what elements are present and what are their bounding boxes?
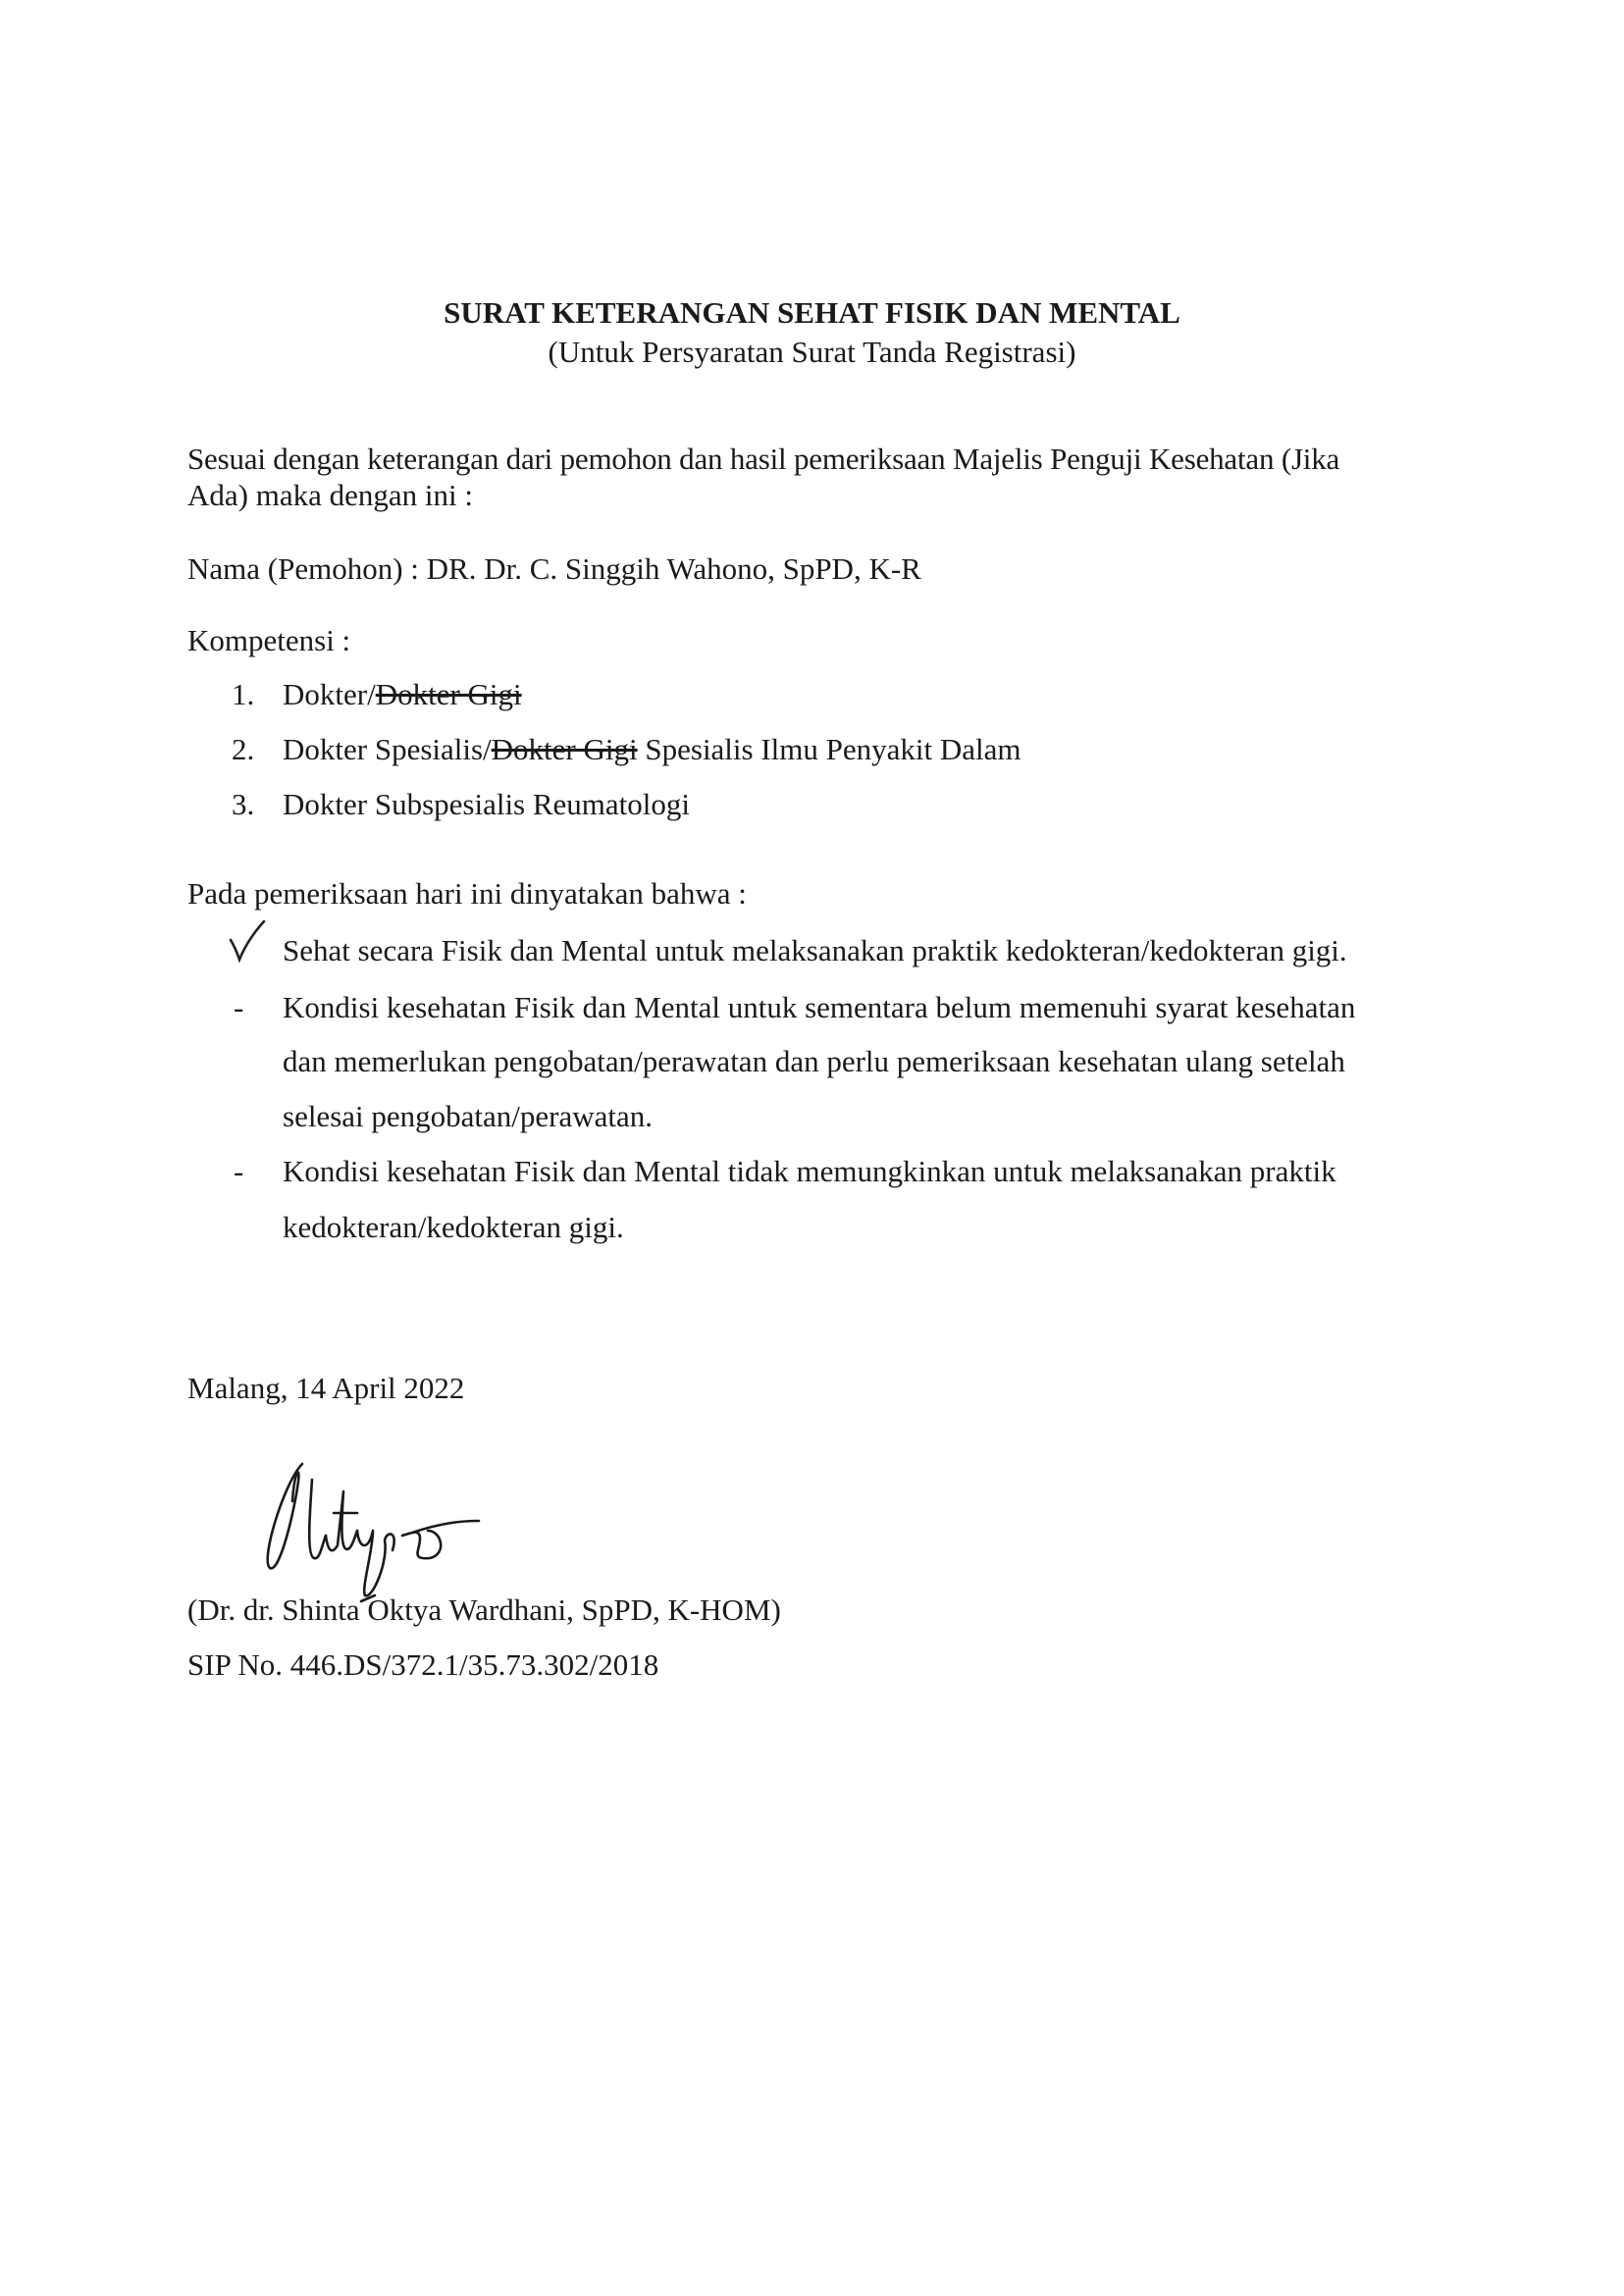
item-text-rest: Spesialis Ilmu Penyakit Dalam <box>637 732 1022 766</box>
struck-text: Dokter Gigi <box>491 732 638 766</box>
option-not-yet-line: dan memerlukan pengobatan/perawatan dan perlu pemeriksaan kesehatan ulang setelah <box>283 1044 1345 1078</box>
sip-number: SIP No. 446.DS/372.1/35.73.302/2018 <box>187 1647 659 1682</box>
applicant-name: Nama (Pemohon) : DR. Dr. C. Singgih Wahono, SpPD, K-R <box>187 551 921 586</box>
intro-line-2: Ada) maka dengan ini : <box>187 478 473 512</box>
item-number: 1. <box>232 677 255 711</box>
struck-text: Dokter Gigi <box>375 677 522 711</box>
option-healthy: Sehat secara Fisik dan Mental untuk melaksanakan praktik kedokteran/kedokteran gigi. <box>283 933 1347 967</box>
item-number: 3. <box>232 787 255 821</box>
item-number: 2. <box>232 732 255 766</box>
dash-marker: - <box>234 990 244 1024</box>
option-not-yet-line: selesai pengobatan/perawatan. <box>283 1099 653 1133</box>
option-unfit-line: kedokteran/kedokteran gigi. <box>283 1210 624 1244</box>
document-title: SURAT KETERANGAN SEHAT FISIK DAN MENTAL <box>444 295 1180 330</box>
place-date: Malang, 14 April 2022 <box>187 1371 465 1405</box>
option-not-yet-line: Kondisi kesehatan Fisik dan Mental untuk sementara belum memenuhi syarat kesehatan <box>283 990 1356 1024</box>
signer-name: (Dr. dr. Shinta Oktya Wardhani, SpPD, K-HOM) <box>187 1592 781 1627</box>
competence-item <box>232 732 1022 766</box>
check-mark-icon <box>228 918 267 964</box>
item-text: Dokter Subspesialis Reumatologi <box>283 787 691 821</box>
competence-label: Kompetensi : <box>187 623 351 657</box>
competence-item <box>232 677 522 711</box>
item-text: Dokter Spesialis/ <box>283 732 492 766</box>
option-unfit-line: Kondisi kesehatan Fisik dan Mental tidak memungkinkan untuk melaksanakan praktik <box>283 1154 1336 1188</box>
examination-label: Pada pemeriksaan hari ini dinyatakan bahwa : <box>187 876 747 911</box>
document-subtitle: (Untuk Persyaratan Surat Tanda Registrasi) <box>548 335 1076 369</box>
competence-item <box>232 787 691 821</box>
dash-marker: - <box>234 1154 244 1188</box>
signature-image <box>255 1452 550 1609</box>
item-text: Dokter/ <box>283 677 376 711</box>
intro-line-1: Sesuai dengan keterangan dari pemohon dan hasil pemeriksaan Majelis Penguji Kesehatan (Jika <box>187 442 1340 476</box>
